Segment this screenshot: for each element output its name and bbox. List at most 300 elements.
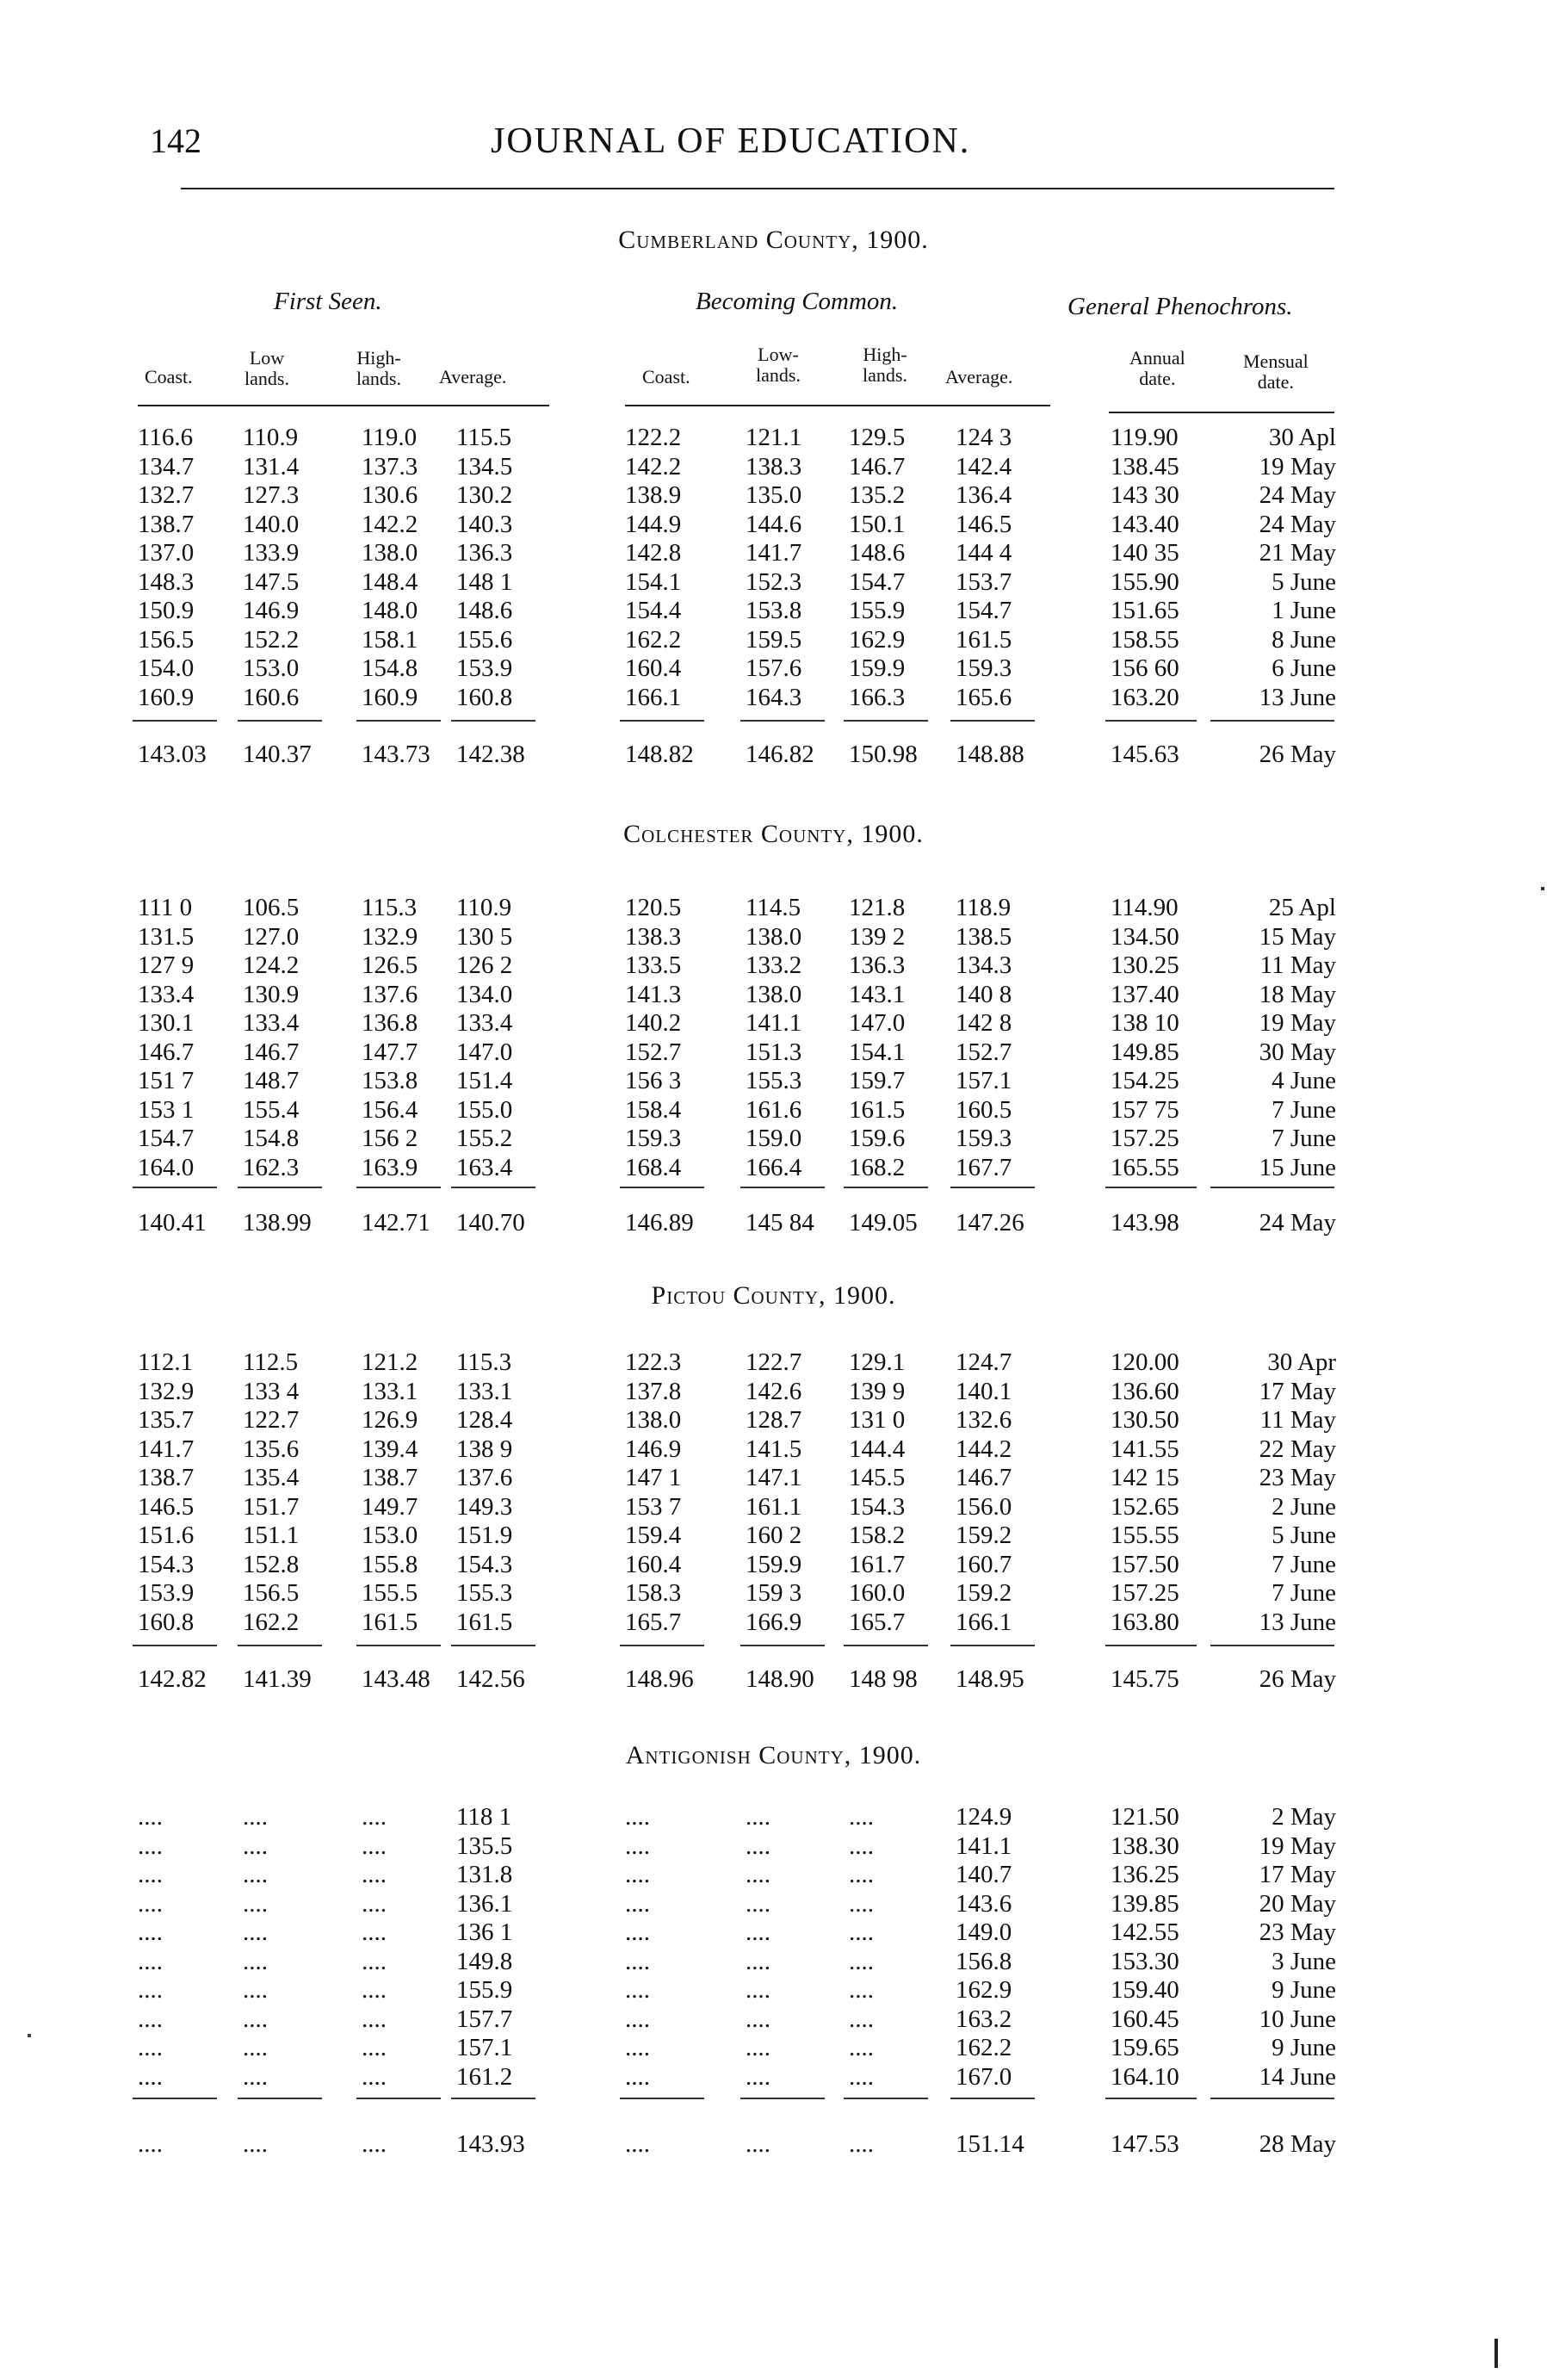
table-cell: .... <box>746 1889 770 1918</box>
table-cell: 160.6 <box>243 683 300 711</box>
header-rule <box>181 188 1334 189</box>
table-cell: 131 0 <box>849 1406 906 1434</box>
table-cell: 131.4 <box>243 452 300 480</box>
total-rule-segment <box>451 1645 535 1646</box>
table-cell: 138.5 <box>956 922 1012 951</box>
table-cell: 163.80 <box>1111 1608 1179 1636</box>
table-cell: 135.0 <box>746 481 802 509</box>
table-cell: .... <box>243 2062 268 2091</box>
table-row <box>0 1125 1547 1153</box>
table-cell: 148.0 <box>362 597 418 624</box>
table-cell: .... <box>849 1831 874 1860</box>
table-cell: 154.7 <box>956 597 1012 624</box>
table-cell: 161.5 <box>956 625 1012 654</box>
total-cell: 142.71 <box>362 1209 430 1236</box>
table-cell: 150.1 <box>849 510 906 538</box>
table-cell: 129.1 <box>849 1348 906 1376</box>
table-cell: 141.3 <box>625 980 682 1008</box>
table-cell: 148.4 <box>362 567 418 596</box>
total-cell: .... <box>849 2130 874 2158</box>
subhead-lowlands-2 <box>756 344 801 386</box>
table-cell: 121.8 <box>849 894 906 921</box>
table-cell: .... <box>138 1947 163 1975</box>
table-cell: 24 May <box>1259 481 1336 509</box>
total-cell: 145 84 <box>746 1209 814 1236</box>
table-cell: 146.7 <box>243 1038 300 1066</box>
table-row <box>0 1608 1547 1637</box>
table-cell: 151.7 <box>243 1492 300 1521</box>
table-cell: .... <box>138 2062 163 2091</box>
table-cell: 161.1 <box>746 1492 802 1521</box>
total-rule-segment <box>1210 720 1334 722</box>
table-row <box>0 1378 1547 1406</box>
total-rule-segment <box>133 1645 217 1646</box>
table-cell: 156.5 <box>243 1579 300 1607</box>
table-cell: 165.7 <box>625 1608 682 1636</box>
table-cell: 158.55 <box>1111 625 1179 654</box>
table-cell: 30 Apl <box>1268 424 1336 451</box>
table-row <box>0 1348 1547 1377</box>
table-cell: 130.25 <box>1111 951 1179 979</box>
table-cell: 136.3 <box>456 539 513 567</box>
table-cell: 153.0 <box>243 654 300 682</box>
table-cell: 164.0 <box>138 1153 195 1181</box>
table-cell: 153.9 <box>138 1579 195 1607</box>
table-cell: .... <box>746 1947 770 1975</box>
table-cell: 137.6 <box>456 1464 513 1491</box>
table-cell: 154.7 <box>138 1125 195 1152</box>
total-cell: .... <box>138 2130 163 2158</box>
table-cell: 147.0 <box>456 1038 513 1066</box>
table-cell: 10 June <box>1259 2005 1336 2033</box>
table-cell: 157.50 <box>1111 1550 1179 1578</box>
table-cell: 127.3 <box>243 481 300 509</box>
table-cell: 133.1 <box>456 1377 513 1405</box>
table-row <box>0 1861 1547 1889</box>
total-rule-segment <box>1210 1187 1334 1188</box>
total-cell: 147.53 <box>1111 2130 1179 2158</box>
table-cell: 141.7 <box>746 539 802 567</box>
total-rule-segment <box>1210 2098 1334 2099</box>
table-cell: .... <box>746 2034 770 2061</box>
table-cell: 138.0 <box>746 980 802 1008</box>
stray-mark <box>1541 887 1544 890</box>
table-cell: 149.8 <box>456 1947 513 1975</box>
table-row <box>0 539 1547 567</box>
table-cell: 154.25 <box>1111 1067 1179 1094</box>
table-cell: 140 8 <box>956 980 1012 1008</box>
table-cell: 153.8 <box>746 597 802 624</box>
table-cell: 124.2 <box>243 951 300 979</box>
table-cell: 133.9 <box>243 539 300 567</box>
table-cell: 152.3 <box>746 567 802 596</box>
total-rule-segment <box>844 1645 928 1646</box>
total-rule-segment <box>620 1187 704 1188</box>
table-cell: 159 3 <box>746 1579 802 1607</box>
total-rule <box>0 720 1547 722</box>
table-cell: 150.9 <box>138 597 195 624</box>
table-cell: 140.2 <box>625 1009 682 1037</box>
table-cell: 160.8 <box>138 1608 195 1636</box>
table-cell: 15 May <box>1259 922 1336 951</box>
header-underline-becoming-common <box>625 405 1050 406</box>
table-cell: 3 June <box>1272 1947 1336 1975</box>
table-cell: 121.2 <box>362 1348 418 1376</box>
table-cell: 147.7 <box>362 1038 418 1066</box>
table-cell: 142.2 <box>625 452 682 480</box>
table-cell: 132.7 <box>138 481 195 509</box>
totals-row <box>0 741 1547 769</box>
table-cell: 131.5 <box>138 922 195 951</box>
total-rule-segment <box>844 1187 928 1188</box>
table-cell: .... <box>243 2034 268 2061</box>
table-cell: 154.4 <box>625 597 682 624</box>
section-title: Pictou County, 1900. <box>651 1281 896 1310</box>
table-cell: 18 May <box>1259 980 1336 1008</box>
total-cell: 28 May <box>1259 2130 1336 2158</box>
table-row <box>0 951 1547 980</box>
table-cell: 138.9 <box>625 481 682 509</box>
table-cell: 142.8 <box>625 539 682 567</box>
table-cell: 14 June <box>1259 2062 1336 2091</box>
table-row <box>0 1890 1547 1918</box>
table-cell: 153 7 <box>625 1492 682 1521</box>
total-rule-segment <box>740 1187 825 1188</box>
table-cell: 151.1 <box>243 1522 300 1549</box>
table-cell: 139.85 <box>1111 1889 1179 1918</box>
table-cell: .... <box>746 1831 770 1860</box>
table-cell: 138.3 <box>625 922 682 951</box>
table-cell: 160.0 <box>849 1579 906 1607</box>
table-cell: 159.3 <box>625 1125 682 1152</box>
table-cell: 121.1 <box>746 424 802 451</box>
total-rule-segment <box>238 720 322 722</box>
table-cell: 13 June <box>1259 1608 1336 1636</box>
table-cell: .... <box>362 1976 387 2004</box>
table-cell: 136.1 <box>456 1889 513 1918</box>
table-cell: 159.0 <box>746 1125 802 1152</box>
table-cell: .... <box>138 1803 163 1831</box>
subhead-annual-line2: date. <box>1139 368 1176 389</box>
table-cell: .... <box>243 2005 268 2033</box>
table-cell: 7 June <box>1272 1579 1336 1607</box>
table-cell: 148.3 <box>138 567 195 596</box>
total-rule-segment <box>950 1645 1035 1646</box>
table-cell: 159.3 <box>956 654 1012 682</box>
totals-row <box>0 1665 1547 1694</box>
subhead-highlands-line2: lands. <box>356 368 401 389</box>
table-cell: 135.7 <box>138 1406 195 1434</box>
table-cell: 132.9 <box>362 922 418 951</box>
table-cell: 115.3 <box>456 1348 512 1376</box>
table-cell: 130.6 <box>362 481 418 509</box>
table-cell: 19 May <box>1259 1009 1336 1037</box>
table-cell: 160.4 <box>625 1550 682 1578</box>
table-cell: 30 Apr <box>1267 1348 1336 1376</box>
table-cell: 149.3 <box>456 1492 513 1521</box>
table-cell: 155.6 <box>456 625 513 654</box>
table-row <box>0 1976 1547 2005</box>
table-cell: 149.0 <box>956 1918 1012 1946</box>
total-cell: 142.82 <box>138 1665 207 1693</box>
table-cell: 166.1 <box>956 1608 1012 1636</box>
table-cell: 158.4 <box>625 1095 682 1124</box>
table-cell: 168.4 <box>625 1153 682 1181</box>
table-cell: 137.40 <box>1111 980 1179 1008</box>
table-cell: .... <box>625 2005 650 2033</box>
table-cell: 110.9 <box>243 424 299 451</box>
total-cell: 140.70 <box>456 1209 525 1236</box>
table-cell: 152.8 <box>243 1550 300 1578</box>
table-cell: 133 4 <box>243 1377 300 1405</box>
total-rule-segment <box>356 720 441 722</box>
table-cell: 23 May <box>1259 1918 1336 1946</box>
section-title: Antigonish County, 1900. <box>625 1741 922 1770</box>
table-cell: 141.7 <box>138 1435 195 1463</box>
table-cell: .... <box>243 1831 268 1860</box>
table-cell: 166.4 <box>746 1153 802 1181</box>
table-cell: .... <box>362 1947 387 1975</box>
total-rule-segment <box>1105 2098 1197 2099</box>
header-underline-first-seen <box>138 405 549 406</box>
table-cell: 139 2 <box>849 922 906 951</box>
table-cell: 156 2 <box>362 1125 418 1152</box>
subhead-mensual-line2: date. <box>1257 371 1294 393</box>
table-cell: 136.25 <box>1111 1861 1179 1888</box>
table-cell: 126.5 <box>362 951 418 979</box>
table-cell: 143 30 <box>1111 481 1179 509</box>
table-cell: .... <box>362 1831 387 1860</box>
table-cell: .... <box>746 2005 770 2033</box>
table-cell: 160.8 <box>456 683 513 711</box>
table-cell: 127.0 <box>243 922 300 951</box>
table-cell: 146.5 <box>138 1492 195 1521</box>
table-cell: 151.6 <box>138 1522 195 1549</box>
table-cell: 137.6 <box>362 980 418 1008</box>
table-cell: 143.1 <box>849 980 906 1008</box>
table-cell: .... <box>243 1889 268 1918</box>
table-cell: 137.8 <box>625 1377 682 1405</box>
table-cell: 165.7 <box>849 1608 906 1636</box>
table-cell: .... <box>625 1831 650 1860</box>
total-rule-segment <box>1105 720 1197 722</box>
table-cell: 153.9 <box>456 654 513 682</box>
totals-row <box>0 2130 1547 2159</box>
table-cell: 162.2 <box>243 1608 300 1636</box>
table-cell: 155.2 <box>456 1125 513 1152</box>
table-cell: 134.3 <box>956 951 1012 979</box>
table-cell: 114.5 <box>746 894 801 921</box>
table-cell: 157.6 <box>746 654 802 682</box>
table-cell: 167.7 <box>956 1153 1012 1181</box>
stray-mark <box>28 2034 31 2037</box>
table-cell: 159.40 <box>1111 1976 1179 2004</box>
table-cell: 143.6 <box>956 1889 1012 1918</box>
table-cell: 148.6 <box>849 539 906 567</box>
table-cell: 141.1 <box>746 1009 802 1037</box>
table-row <box>0 1551 1547 1579</box>
table-cell: 133.5 <box>625 951 682 979</box>
table-cell: 151.65 <box>1111 597 1179 624</box>
table-cell: 119.0 <box>362 424 418 451</box>
table-cell: .... <box>746 1918 770 1946</box>
table-cell: 147.5 <box>243 567 300 596</box>
table-cell: 142 15 <box>1111 1464 1179 1491</box>
table-cell: 133.2 <box>746 951 802 979</box>
table-cell: 142.4 <box>956 452 1012 480</box>
table-cell: 130.9 <box>243 980 300 1008</box>
table-cell: .... <box>138 1976 163 2004</box>
table-cell: .... <box>849 1976 874 2004</box>
table-cell: 138.0 <box>362 539 418 567</box>
total-cell: 26 May <box>1259 741 1336 768</box>
table-cell: 153.7 <box>956 567 1012 596</box>
section-title: Colchester County, 1900. <box>623 820 924 848</box>
table-cell: 157.1 <box>456 2034 513 2061</box>
total-cell: .... <box>746 2130 770 2158</box>
table-row <box>0 1579 1547 1608</box>
table-cell: 140.7 <box>956 1861 1012 1888</box>
table-cell: 166.9 <box>746 1608 802 1636</box>
table-cell: 159.9 <box>746 1550 802 1578</box>
table-cell: 159.3 <box>956 1125 1012 1152</box>
table-cell: 151.4 <box>456 1067 513 1094</box>
total-cell: 148.82 <box>625 741 694 768</box>
table-cell: 129.5 <box>849 424 906 451</box>
table-cell: 20 May <box>1259 1889 1336 1918</box>
table-cell: 161.2 <box>456 2062 513 2091</box>
journal-title: JOURNAL OF EDUCATION. <box>491 121 971 161</box>
table-cell: 138.0 <box>625 1406 682 1434</box>
subhead-annual <box>1129 348 1185 389</box>
total-rule-segment <box>238 1187 322 1188</box>
table-cell: .... <box>243 1976 268 2004</box>
total-cell: 148.88 <box>956 741 1024 768</box>
table-cell: 155.4 <box>243 1095 300 1124</box>
table-cell: 146.7 <box>956 1464 1012 1491</box>
table-cell: 162.2 <box>956 2034 1012 2061</box>
table-cell: .... <box>138 1831 163 1860</box>
table-cell: 160.4 <box>625 654 682 682</box>
table-cell: 140.0 <box>243 510 300 538</box>
table-cell: 2 June <box>1272 1492 1336 1521</box>
table-cell: 138 9 <box>456 1435 513 1463</box>
table-row <box>0 568 1547 597</box>
total-rule-segment <box>620 720 704 722</box>
table-cell: 21 May <box>1259 539 1336 567</box>
table-cell: 144.4 <box>849 1435 906 1463</box>
table-cell: 140.3 <box>456 510 513 538</box>
table-cell: 7 June <box>1272 1125 1336 1152</box>
subhead-mensual <box>1243 351 1309 393</box>
table-cell: .... <box>243 1861 268 1888</box>
table-cell: 158.2 <box>849 1522 906 1549</box>
total-cell: 146.82 <box>746 741 814 768</box>
table-cell: 156 60 <box>1111 654 1179 682</box>
table-cell: 144.9 <box>625 510 682 538</box>
table-cell: 146.7 <box>849 452 906 480</box>
table-cell: 159.9 <box>849 654 906 682</box>
total-cell: 143.03 <box>138 741 207 768</box>
table-cell: 111 0 <box>138 894 193 921</box>
table-cell: 122.2 <box>625 424 682 451</box>
table-cell: 155.5 <box>362 1579 418 1607</box>
total-rule-segment <box>1210 1645 1334 1646</box>
table-cell: 157.7 <box>456 2005 513 2033</box>
table-cell: .... <box>849 2062 874 2091</box>
table-cell: 144.6 <box>746 510 802 538</box>
table-cell: 151 7 <box>138 1067 195 1094</box>
table-cell: 152.7 <box>956 1038 1012 1066</box>
total-rule-segment <box>1105 1187 1197 1188</box>
table-cell: 139 9 <box>849 1377 906 1405</box>
table-cell: 159.2 <box>956 1522 1012 1549</box>
totals-row <box>0 1209 1547 1237</box>
table-cell: 153 1 <box>138 1095 195 1124</box>
table-cell: .... <box>746 2062 770 2091</box>
total-rule-segment <box>238 2098 322 2099</box>
total-cell: 26 May <box>1259 1665 1336 1693</box>
table-cell: 155.90 <box>1111 567 1179 596</box>
table-row <box>0 626 1547 654</box>
table-cell: 160.5 <box>956 1095 1012 1124</box>
total-cell: .... <box>625 2130 650 2158</box>
table-cell: 137.3 <box>362 452 418 480</box>
table-cell: 163.9 <box>362 1153 418 1181</box>
total-cell: 138.99 <box>243 1209 312 1236</box>
table-cell: 19 May <box>1259 452 1336 480</box>
table-cell: 124.9 <box>956 1803 1012 1831</box>
table-cell: 133.4 <box>138 980 195 1008</box>
table-cell: .... <box>849 2034 874 2061</box>
table-cell: 148.6 <box>456 597 513 624</box>
table-cell: 152.7 <box>625 1038 682 1066</box>
subhead-average: Average. <box>439 366 507 387</box>
total-cell: 148 98 <box>849 1665 918 1693</box>
table-cell: 165.6 <box>956 683 1012 711</box>
table-row <box>0 1948 1547 1976</box>
total-cell: 143.98 <box>1111 1209 1179 1236</box>
table-cell: 160.45 <box>1111 2005 1179 2033</box>
table-cell: .... <box>849 1861 874 1888</box>
table-cell: 166.1 <box>625 683 682 711</box>
table-cell: 135.4 <box>243 1464 300 1491</box>
table-cell: 133.1 <box>362 1377 418 1405</box>
table-cell: 146.9 <box>243 597 300 624</box>
table-cell: .... <box>138 1861 163 1888</box>
table-cell: 6 June <box>1272 654 1336 682</box>
table-cell: 112.5 <box>243 1348 299 1376</box>
table-cell: .... <box>243 1947 268 1975</box>
total-rule-segment <box>451 720 535 722</box>
table-row <box>0 923 1547 951</box>
table-cell: 160.9 <box>362 683 418 711</box>
total-cell: 145.75 <box>1111 1665 1179 1693</box>
table-cell: 130 5 <box>456 922 513 951</box>
table-cell: 165.55 <box>1111 1153 1179 1181</box>
table-cell: 155.9 <box>456 1976 513 2004</box>
table-cell: 140 35 <box>1111 539 1179 567</box>
table-row <box>0 1832 1547 1861</box>
table-cell: 11 May <box>1259 1406 1336 1434</box>
table-cell: 146.9 <box>625 1435 682 1463</box>
table-cell: 154.1 <box>849 1038 906 1066</box>
table-cell: 156.8 <box>956 1947 1012 1975</box>
table-cell: 24 May <box>1259 510 1336 538</box>
subhead-coast-2: Coast. <box>642 366 690 387</box>
total-rule-segment <box>740 720 825 722</box>
table-cell: .... <box>849 1918 874 1946</box>
